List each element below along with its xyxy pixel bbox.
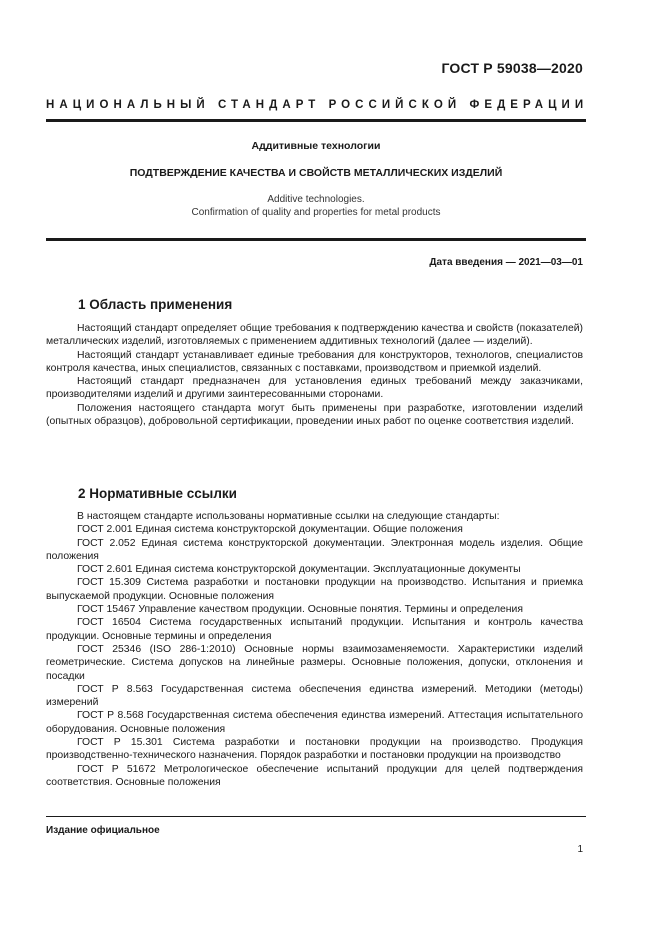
introduction-date: Дата введения — 2021—03—01 xyxy=(429,257,583,268)
reference-item xyxy=(46,537,583,564)
reference-item xyxy=(46,616,583,643)
reference-text: Метрологическое обеспечение испытаний продукции для целей подтверждения соответствия. Основные положения xyxy=(46,763,584,788)
official-edition-label: Издание официальное xyxy=(46,825,160,836)
reference-item xyxy=(46,763,583,790)
reference-code: ГОСТ 2.601 xyxy=(77,564,133,576)
section-1-paragraph: Настоящий стандарт предназначен для установления единых требований между заказчиками, производителями изделий и другими заинтересованными сторонами. xyxy=(46,376,583,401)
title-divider xyxy=(46,238,586,241)
section-2-intro: В настоящем стандарте использованы нормативные ссылки на следующие стандарты: xyxy=(77,511,500,522)
document-number: ГОСТ Р 59038—2020 xyxy=(441,60,583,76)
top-divider xyxy=(46,119,586,122)
reference-code: ГОСТ 25346 (ISO 286-1:2010) xyxy=(77,643,236,655)
reference-code: ГОСТ Р 8.563 xyxy=(77,683,153,695)
reference-text: Основные нормы взаимозаменяемости. Характеристики изделий геометрические. Система допусков на линейные размеры. Основные положения, допуски, отклонения и посадки xyxy=(46,643,583,682)
reference-text: Единая система конструкторской документации. Электронная модель изделия. Общие положения xyxy=(46,537,583,562)
reference-item xyxy=(46,709,583,736)
reference-code: ГОСТ 2.001 xyxy=(77,524,133,536)
organization-title: НАЦИОНАЛЬНЫЙ СТАНДАРТ РОССИЙСКОЙ ФЕДЕРАЦИИ xyxy=(46,99,589,111)
reference-item xyxy=(46,736,583,763)
section-1-paragraph: Настоящий стандарт определяет общие требования к подтверждению качества и свойств (показателей) металлических изделий, изготовляемых с применением аддитивных технологий (далее — изделий). xyxy=(46,323,583,348)
subject-title: Аддитивные технологии xyxy=(251,140,381,152)
reference-code: ГОСТ Р 15.301 xyxy=(77,737,163,749)
standard-title-en xyxy=(46,193,586,219)
reference-text: Государственная система обеспечения единства измерений. Аттестация испытательного оборудования. Основные положения xyxy=(46,710,583,735)
reference-text: Единая система конструкторской документации. Эксплуатационные документы xyxy=(135,564,521,576)
reference-code: ГОСТ Р 8.568 xyxy=(77,710,144,722)
title-en-line-2: Confirmation of quality and properties for metal products xyxy=(191,207,441,218)
reference-code: ГОСТ 16504 xyxy=(77,617,141,629)
section-2-heading: 2 Нормативные ссылки xyxy=(78,486,237,501)
reference-code: ГОСТ 15.309 xyxy=(77,577,141,589)
reference-item xyxy=(46,603,583,616)
section-1-paragraph: Положения настоящего стандарта могут быть применены при разработке, изготовлении изделий (опытных образцов), добровольной сертификации, проведении иных работ по оценке соответствия изделий. xyxy=(46,402,583,428)
reference-code: ГОСТ Р 51672 xyxy=(77,763,156,775)
reference-text: Система государственных испытаний продукции. Испытания и контроль качества продукции. Основные термины и определения xyxy=(46,617,583,642)
section-2-body xyxy=(46,510,583,789)
reference-item xyxy=(46,643,583,683)
reference-item xyxy=(46,523,583,536)
reference-text: Государственная система обеспечения единства измерений. Методики (методы) измерений xyxy=(46,683,584,709)
reference-code: ГОСТ 15467 xyxy=(77,604,136,616)
section-1-paragraph: Настоящий стандарт устанавливает единые требования для конструкторов, технологов, специалистов контроля качества, иных специалистов, связанных с поставками, производством и приемкой изделий. xyxy=(46,349,583,374)
reference-text: Система разработки и постановки продукции на производство. Продукция производственно-технического назначения. Порядок разработки и постановки продукции на производство xyxy=(46,737,583,762)
standard-title-ru: ПОДТВЕРЖДЕНИЕ КАЧЕСТВА И СВОЙСТВ МЕТАЛЛИЧЕСКИХ ИЗДЕЛИЙ xyxy=(129,167,503,179)
section-1-body xyxy=(46,322,583,428)
title-en-line-1: Additive technologies. xyxy=(267,194,365,205)
reference-text: Управление качеством продукции. Основные понятия. Термины и определения xyxy=(138,604,523,616)
reference-code: ГОСТ 2.052 xyxy=(77,537,136,549)
section-1-heading: 1 Область применения xyxy=(78,297,233,312)
reference-text: Единая система конструкторской документации. Общие положения xyxy=(135,524,463,536)
footer-divider xyxy=(46,816,586,817)
reference-item xyxy=(46,576,583,603)
reference-text: Система разработки и постановки продукции на производство. Испытания и приемка выпускаемой продукции. Основные положения xyxy=(46,577,583,602)
page-number: 1 xyxy=(577,844,583,855)
reference-item xyxy=(46,563,583,576)
reference-item xyxy=(46,683,583,710)
